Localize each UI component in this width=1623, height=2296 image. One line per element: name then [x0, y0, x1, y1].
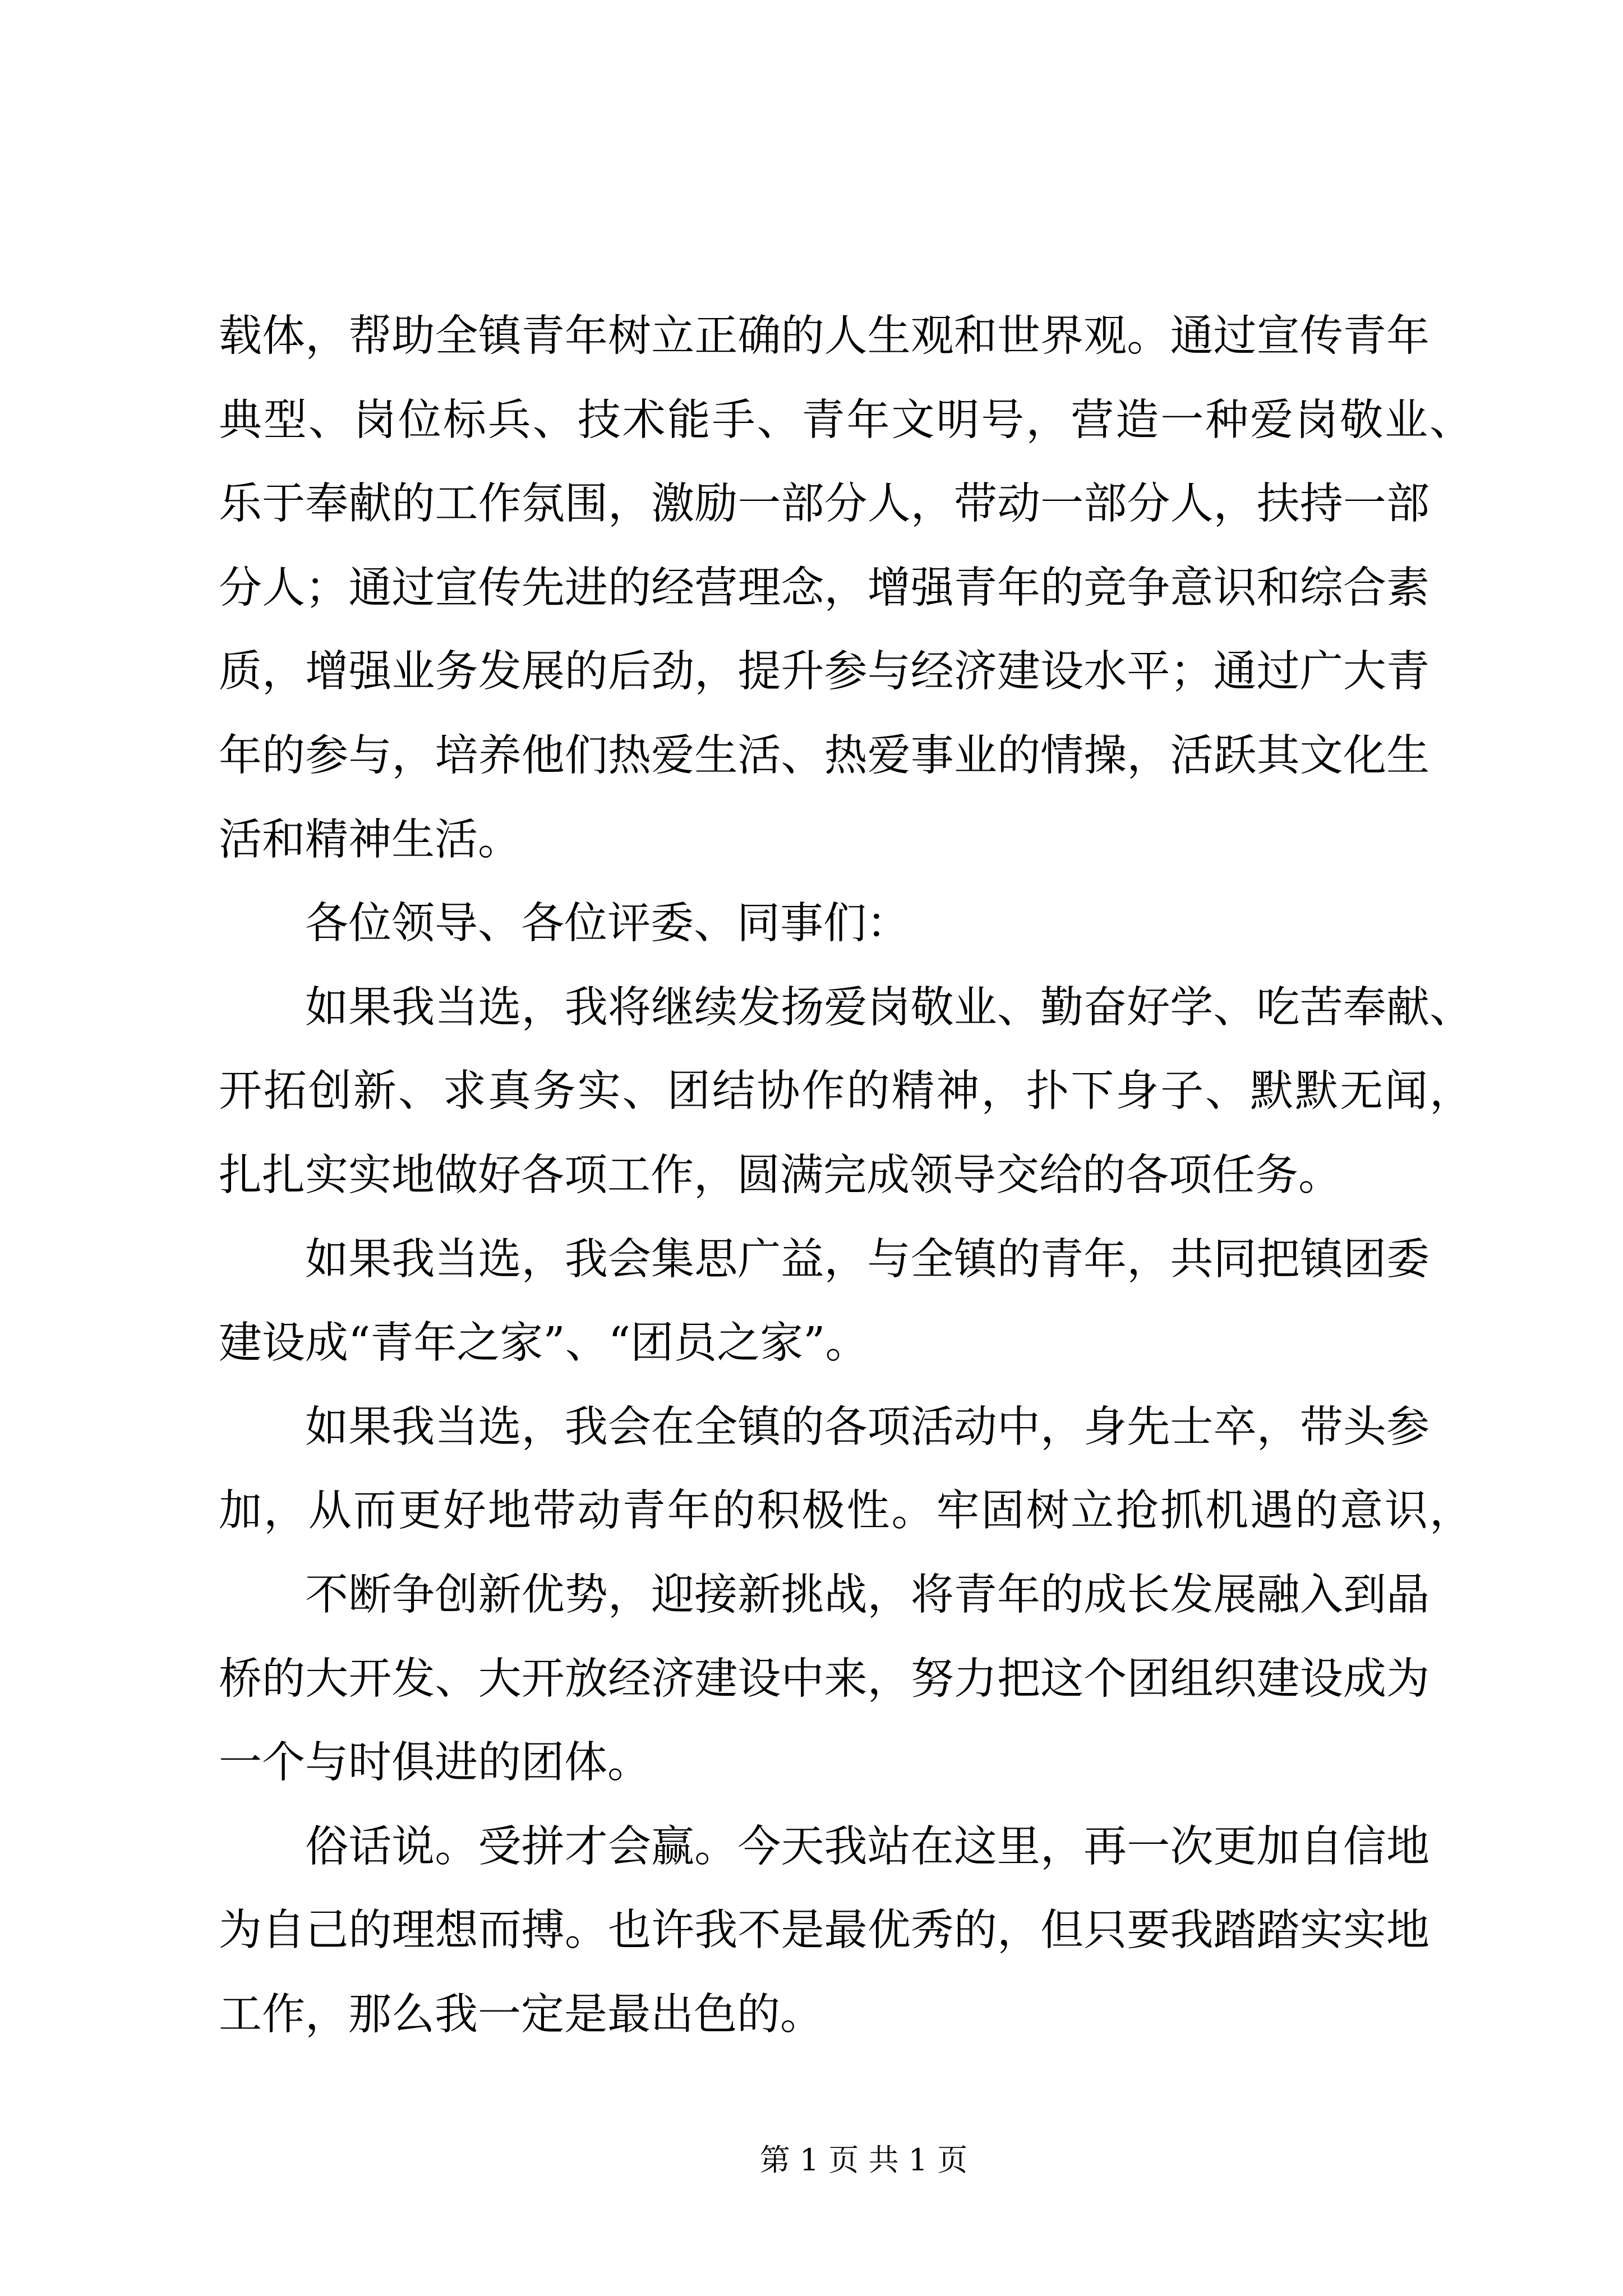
text-line: 如果我当选，我将继续发扬爱岗敬业、勤奋好学、吃苦奉献、 [305, 982, 1473, 1033]
text-line: 开拓创新、求真务实、团结协作的精神，扑下身子、默默无闻， [219, 1066, 1473, 1117]
text-line: 如果我当选，我会在全镇的各项活动中，身先士卒，带头参 [305, 1402, 1430, 1452]
paragraph [219, 1805, 1473, 2057]
text-line: 年的参与，培养他们热爱生活、热爱事业的情操，活跃其文化生 [219, 730, 1430, 781]
text-line: 如果我当选，我会集思广益，与全镇的青年，共同把镇团委 [305, 1234, 1430, 1285]
page-number-label: 第 1 页 共 1 页 [759, 2142, 968, 2178]
text-line: 建设成“青年之家”、“团员之家”。 [219, 1318, 869, 1369]
text-line: 分人；通过宣传先进的经营理念，增强青年的竞争意识和综合素 [219, 563, 1430, 613]
text-line: 桥的大开发、大开放经济建设中来，努力把这个团组织建设成为 [219, 1654, 1430, 1704]
paragraph [219, 1386, 1473, 1553]
salutation-line: 各位领导、各位评委、同事们： [305, 899, 910, 949]
text-line: 不断争创新优势，迎接新挑战，将青年的成长发展融入到晶 [305, 1570, 1430, 1620]
text-line: 一个与时俱进的团体。 [219, 1738, 651, 1788]
paragraph [219, 1218, 1473, 1386]
text-line: 质，增强业务发展的后劲，提升参与经济建设水平；通过广大青 [219, 647, 1430, 697]
text-line: 典型、岗位标兵、技术能手、青年文明号，营造一种爱岗敬业、 [219, 395, 1473, 445]
paragraph [219, 295, 1473, 882]
text-line: 活和精神生活。 [219, 815, 521, 865]
page-footer [219, 2141, 1509, 2180]
text-line: 为自己的理想而搏。也许我不是最优秀的，但只要我踏踏实实地 [219, 1906, 1430, 1956]
text-line: 俗话说。受拼才会赢。今天我站在这里，再一次更加自信地 [305, 1821, 1430, 1872]
text-line: 载体，帮助全镇青年树立正确的人生观和世界观。通过宣传青年 [219, 311, 1430, 361]
text-line: 乐于奉献的工作氛围，激励一部分人，带动一部分人，扶持一部 [219, 479, 1430, 530]
paragraph [219, 1553, 1473, 1805]
text-line: 加，从而更好地带动青年的积极性。牢固树立抢抓机遇的意识， [219, 1486, 1473, 1536]
paragraph [219, 882, 1473, 966]
document-body [219, 295, 1473, 2056]
text-line: 扎扎实实地做好各项工作，圆满完成领导交给的各项任务。 [219, 1150, 1341, 1200]
text-line: 工作，那么我一定是最出色的。 [219, 1989, 823, 2040]
paragraph [219, 966, 1473, 1218]
